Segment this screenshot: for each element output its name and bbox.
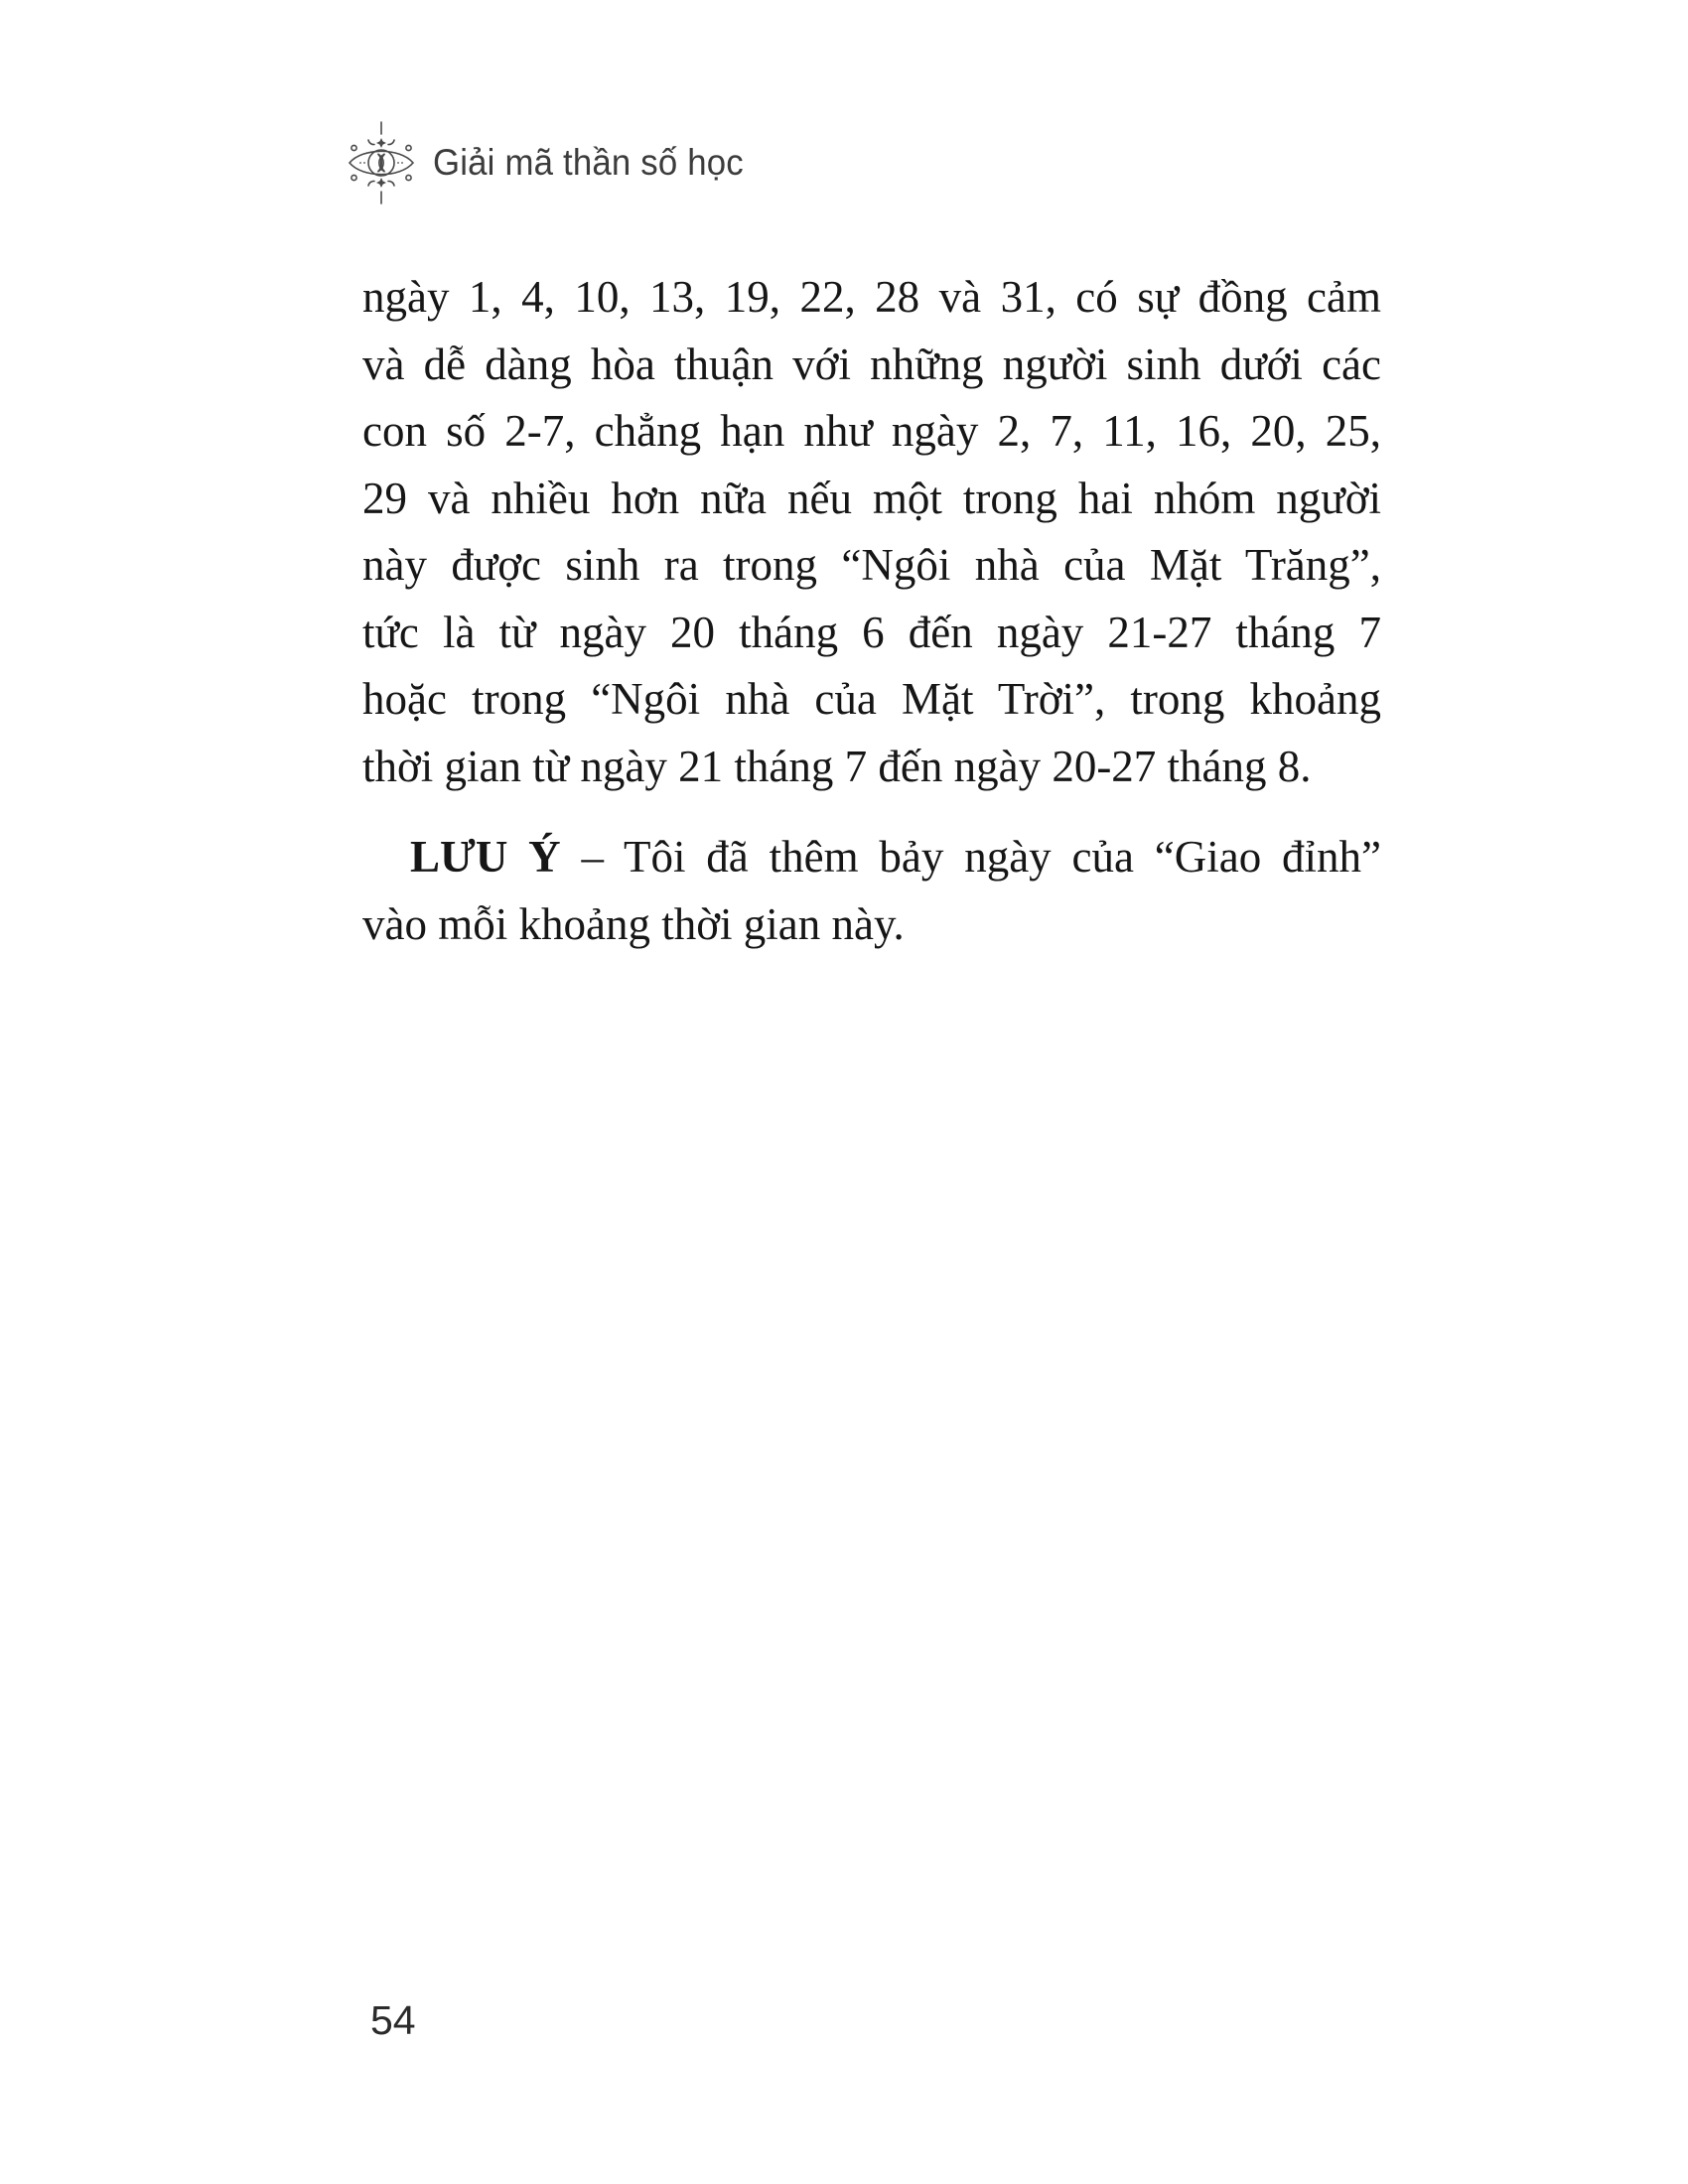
paragraph-line: này được sinh ra trong “Ngôi nhà của Mặt Trăng”, — [362, 540, 1381, 590]
note-label: LƯU Ý — [410, 832, 561, 882]
paragraph-line: hoặc trong “Ngôi nhà của Mặt Trời”, trong khoảng — [362, 674, 1381, 724]
note-line: vào mỗi khoảng thời gian này. — [362, 898, 905, 949]
running-title: Giải mã thần số học — [433, 142, 744, 183]
mystic-eye-icon — [348, 121, 415, 205]
page-number: 54 — [370, 1997, 416, 2043]
paragraph-line: tức là từ ngày 20 tháng 6 đến ngày 21-27 tháng 7 — [362, 607, 1381, 657]
paragraph-line: thời gian từ ngày 21 tháng 7 đến ngày 20-27 tháng 8. — [362, 741, 1312, 791]
body-text — [362, 264, 1381, 958]
paragraph-line: và dễ dàng hòa thuận với những người sinh dưới các — [362, 339, 1381, 389]
note-line — [362, 824, 1381, 891]
paragraph-line: con số 2-7, chẳng hạn như ngày 2, 7, 11, 16, 20, 25, — [362, 406, 1381, 456]
page-header — [348, 121, 764, 205]
note-text: – Tôi đã thêm bảy ngày của “Giao đỉnh” — [560, 832, 1381, 882]
paragraph-line: ngày 1, 4, 10, 13, 19, 22, 28 và 31, có sự đồng cảm — [362, 272, 1381, 322]
paragraph-line: 29 và nhiều hơn nữa nếu một trong hai nhóm người — [362, 473, 1381, 523]
